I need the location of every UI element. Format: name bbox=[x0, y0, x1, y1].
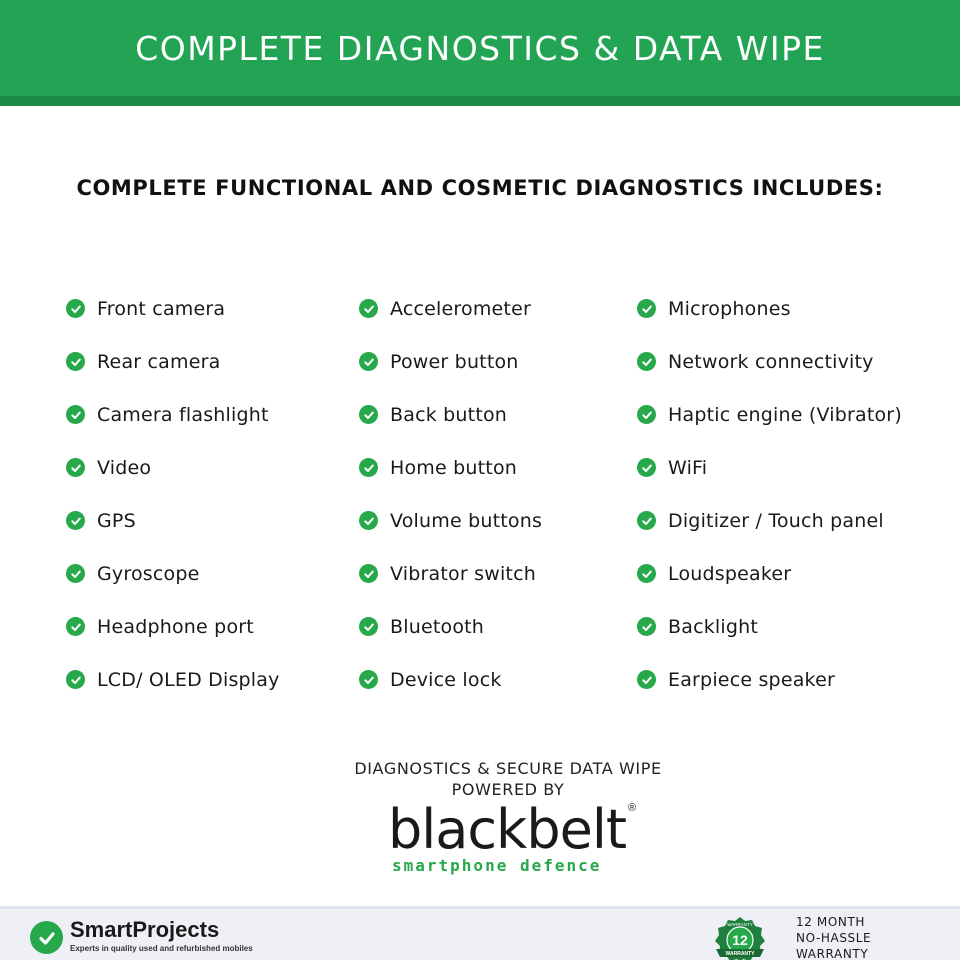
diagnostic-item-label: Network connectivity bbox=[668, 350, 874, 373]
badge-bottom-text: WARRANTY bbox=[725, 951, 755, 957]
check-circle-icon bbox=[359, 405, 378, 424]
diagnostic-item-label: Rear camera bbox=[97, 350, 221, 373]
page-title: COMPLETE DIAGNOSTICS & DATA WIPE bbox=[135, 28, 825, 68]
diagnostic-item-label: Power button bbox=[390, 350, 519, 373]
check-circle-icon bbox=[359, 670, 378, 689]
section-subtitle: COMPLETE FUNCTIONAL AND COSMETIC DIAGNOSTICS INCLUDES: bbox=[76, 176, 884, 200]
warranty-line-3: WARRANTY bbox=[796, 947, 869, 960]
check-circle-icon bbox=[637, 617, 656, 636]
check-circle-icon bbox=[66, 511, 85, 530]
check-circle-icon bbox=[637, 352, 656, 371]
check-circle-icon bbox=[359, 299, 378, 318]
check-circle-icon bbox=[637, 670, 656, 689]
diagnostic-item bbox=[66, 653, 280, 706]
diagnostic-item bbox=[359, 282, 542, 335]
diagnostic-item-label: Microphones bbox=[668, 297, 791, 320]
diagnostic-item bbox=[66, 282, 280, 335]
diagnostic-item bbox=[637, 547, 902, 600]
blackbelt-tagline: smartphone defence bbox=[392, 856, 602, 875]
diagnostic-item bbox=[66, 388, 280, 441]
diagnostic-item bbox=[66, 335, 280, 388]
diagnostic-item-label: Accelerometer bbox=[390, 297, 531, 320]
diagnostic-item-label: Loudspeaker bbox=[668, 562, 792, 585]
check-circle-icon bbox=[66, 670, 85, 689]
diagnostic-item-label: Vibrator switch bbox=[390, 562, 536, 585]
registered-mark: ® bbox=[628, 802, 637, 814]
diagnostic-item-label: Video bbox=[97, 456, 152, 479]
check-circle-icon bbox=[359, 458, 378, 477]
warranty-line-1: 12 MONTH bbox=[796, 915, 866, 929]
diagnostic-item-label: Haptic engine (Vibrator) bbox=[668, 403, 902, 426]
diagnostic-item bbox=[637, 282, 902, 335]
diagnostic-item bbox=[637, 441, 902, 494]
check-circle-icon bbox=[359, 617, 378, 636]
diagnostic-item-label: Volume buttons bbox=[390, 509, 543, 532]
smartprojects-brand-name: SmartProjects bbox=[70, 917, 220, 942]
diagnostic-item-label: GPS bbox=[97, 509, 136, 532]
header-banner bbox=[0, 0, 960, 96]
check-circle-icon bbox=[66, 617, 85, 636]
powered-by-caption bbox=[0, 758, 960, 800]
diagnostic-item-label: Bluetooth bbox=[390, 615, 485, 638]
diagnostic-item-label: Headphone port bbox=[97, 615, 254, 638]
diagnostics-column-3 bbox=[637, 282, 902, 706]
diagnostic-item-label: Backlight bbox=[668, 615, 759, 638]
diagnostic-item bbox=[637, 335, 902, 388]
diagnostic-item-label: Device lock bbox=[390, 668, 502, 691]
powered-by-line-2: POWERED BY bbox=[451, 780, 565, 799]
diagnostic-item bbox=[359, 388, 542, 441]
banner-stripe bbox=[0, 96, 960, 106]
badge-top-text: WARRANTY bbox=[727, 922, 753, 927]
diagnostic-item bbox=[359, 441, 542, 494]
check-circle-icon bbox=[66, 352, 85, 371]
warranty-badge-icon bbox=[712, 915, 768, 960]
blackbelt-logo bbox=[388, 800, 648, 880]
diagnostic-item-label: WiFi bbox=[668, 456, 708, 479]
diagnostic-item-label: LCD/ OLED Display bbox=[97, 668, 280, 691]
diagnostic-item bbox=[359, 547, 542, 600]
powered-by-line-1: DIAGNOSTICS & SECURE DATA WIPE bbox=[354, 759, 662, 778]
diagnostic-item bbox=[66, 494, 280, 547]
diagnostic-item bbox=[359, 600, 542, 653]
diagnostics-column-1 bbox=[66, 282, 280, 706]
check-circle-icon bbox=[66, 564, 85, 583]
diagnostic-item bbox=[359, 335, 542, 388]
blackbelt-wordmark: blackbelt bbox=[388, 798, 627, 861]
diagnostic-item-label: Earpiece speaker bbox=[668, 668, 835, 691]
check-circle-icon bbox=[66, 405, 85, 424]
diagnostic-item bbox=[66, 547, 280, 600]
smartprojects-tagline: Experts in quality used and refurbished mobiles bbox=[70, 944, 253, 953]
diagnostic-item-label: Gyroscope bbox=[97, 562, 200, 585]
diagnostic-item-label: Camera flashlight bbox=[97, 403, 269, 426]
diagnostic-item-label: Home button bbox=[390, 456, 518, 479]
check-circle-icon bbox=[637, 511, 656, 530]
check-circle-icon bbox=[359, 511, 378, 530]
diagnostic-item bbox=[66, 600, 280, 653]
footer-bar bbox=[0, 906, 960, 960]
diagnostic-item-label: Front camera bbox=[97, 297, 226, 320]
diagnostic-item bbox=[359, 653, 542, 706]
check-circle-icon bbox=[637, 405, 656, 424]
check-circle-icon bbox=[30, 921, 63, 954]
diagnostics-column-2 bbox=[359, 282, 542, 706]
diagnostic-item bbox=[637, 494, 902, 547]
check-circle-icon bbox=[359, 352, 378, 371]
diagnostic-item-label: Digitizer / Touch panel bbox=[668, 509, 884, 532]
diagnostic-item bbox=[637, 600, 902, 653]
check-circle-icon bbox=[637, 458, 656, 477]
diagnostic-item bbox=[637, 653, 902, 706]
check-circle-icon bbox=[66, 458, 85, 477]
diagnostic-item bbox=[637, 388, 902, 441]
check-circle-icon bbox=[359, 564, 378, 583]
diagnostic-item-label: Back button bbox=[390, 403, 508, 426]
warranty-text bbox=[796, 914, 871, 960]
check-circle-icon bbox=[66, 299, 85, 318]
badge-number: 12 bbox=[732, 932, 748, 948]
diagnostic-item bbox=[66, 441, 280, 494]
check-circle-icon bbox=[637, 564, 656, 583]
diagnostic-item bbox=[359, 494, 542, 547]
check-circle-icon bbox=[637, 299, 656, 318]
warranty-line-2: NO-HASSLE bbox=[796, 931, 872, 945]
